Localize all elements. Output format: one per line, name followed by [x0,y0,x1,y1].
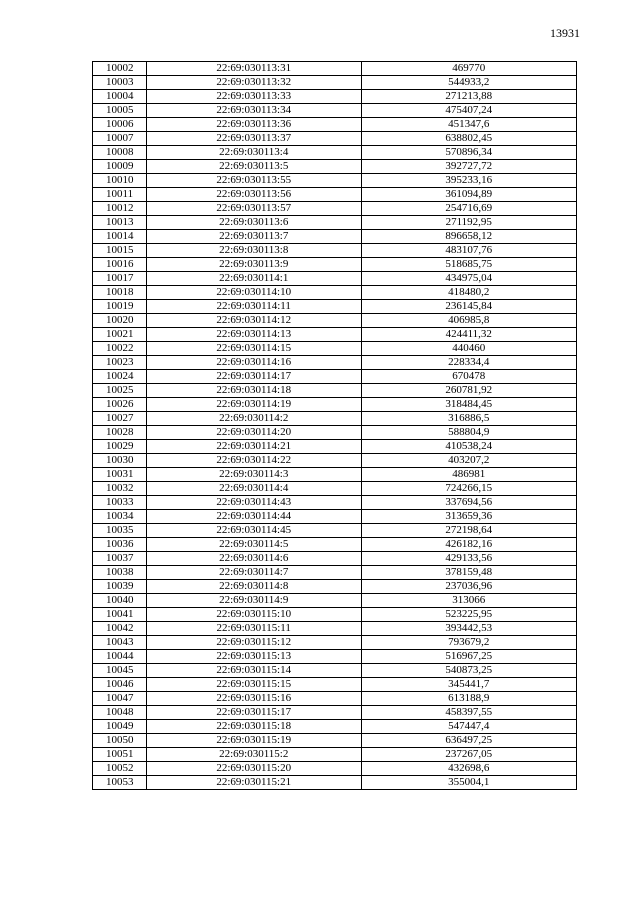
value-cell: 451347,6 [361,118,576,132]
table-row [93,202,577,216]
row-number-cell: 10043 [93,636,147,650]
table-row [93,286,577,300]
row-number-cell: 10014 [93,230,147,244]
value-cell: 724266,15 [361,482,576,496]
table-row [93,398,577,412]
value-cell: 395233,16 [361,174,576,188]
cadastral-number-cell: 22:69:030113:34 [146,104,361,118]
table-row [93,426,577,440]
row-number-cell: 10051 [93,748,147,762]
row-number-cell: 10040 [93,594,147,608]
row-number-cell: 10042 [93,622,147,636]
table-row [93,580,577,594]
row-number-cell: 10038 [93,566,147,580]
cadastral-number-cell: 22:69:030114:13 [146,328,361,342]
value-cell: 410538,24 [361,440,576,454]
row-number-cell: 10021 [93,328,147,342]
row-number-cell: 10050 [93,734,147,748]
row-number-cell: 10020 [93,314,147,328]
value-cell: 254716,69 [361,202,576,216]
table-row [93,90,577,104]
table-row [93,76,577,90]
row-number-cell: 10044 [93,650,147,664]
value-cell: 613188,9 [361,692,576,706]
value-cell: 638802,45 [361,132,576,146]
row-number-cell: 10030 [93,454,147,468]
table-row [93,370,577,384]
value-cell: 316886,5 [361,412,576,426]
cadastral-number-cell: 22:69:030115:12 [146,636,361,650]
table-row [93,748,577,762]
table-row [93,608,577,622]
table-row [93,566,577,580]
cadastral-number-cell: 22:69:030114:2 [146,412,361,426]
value-cell: 318484,45 [361,398,576,412]
table-row [93,342,577,356]
table-row [93,440,577,454]
value-cell: 429133,56 [361,552,576,566]
value-cell: 337694,56 [361,496,576,510]
row-number-cell: 10003 [93,76,147,90]
row-number-cell: 10033 [93,496,147,510]
cadastral-number-cell: 22:69:030113:37 [146,132,361,146]
cadastral-number-cell: 22:69:030114:17 [146,370,361,384]
value-cell: 440460 [361,342,576,356]
cadastral-number-cell: 22:69:030115:18 [146,720,361,734]
value-cell: 260781,92 [361,384,576,398]
table-row [93,496,577,510]
cadastral-number-cell: 22:69:030115:13 [146,650,361,664]
cadastral-number-cell: 22:69:030113:33 [146,90,361,104]
table-row [93,258,577,272]
cadastral-number-cell: 22:69:030114:7 [146,566,361,580]
cadastral-value-table [92,61,577,790]
cadastral-number-cell: 22:69:030114:21 [146,440,361,454]
row-number-cell: 10017 [93,272,147,286]
cadastral-number-cell: 22:69:030114:20 [146,426,361,440]
value-cell: 523225,95 [361,608,576,622]
table-row [93,482,577,496]
cadastral-number-cell: 22:69:030115:2 [146,748,361,762]
cadastral-number-cell: 22:69:030115:19 [146,734,361,748]
cadastral-number-cell: 22:69:030115:10 [146,608,361,622]
row-number-cell: 10019 [93,300,147,314]
row-number-cell: 10026 [93,398,147,412]
row-number-cell: 10028 [93,426,147,440]
table-row [93,272,577,286]
table-row [93,552,577,566]
value-cell: 516967,25 [361,650,576,664]
row-number-cell: 10006 [93,118,147,132]
cadastral-number-cell: 22:69:030114:12 [146,314,361,328]
table-row [93,244,577,258]
table-row [93,706,577,720]
value-cell: 406985,8 [361,314,576,328]
row-number-cell: 10016 [93,258,147,272]
table-row [93,468,577,482]
table-row [93,146,577,160]
value-cell: 458397,55 [361,706,576,720]
table-row [93,636,577,650]
value-cell: 588804,9 [361,426,576,440]
cadastral-number-cell: 22:69:030115:17 [146,706,361,720]
row-number-cell: 10011 [93,188,147,202]
table-row [93,692,577,706]
cadastral-number-cell: 22:69:030114:44 [146,510,361,524]
cadastral-number-cell: 22:69:030113:57 [146,202,361,216]
table-body [93,62,577,790]
value-cell: 236145,84 [361,300,576,314]
table-row [93,384,577,398]
row-number-cell: 10052 [93,762,147,776]
row-number-cell: 10035 [93,524,147,538]
cadastral-number-cell: 22:69:030114:4 [146,482,361,496]
row-number-cell: 10022 [93,342,147,356]
table-row [93,664,577,678]
cadastral-number-cell: 22:69:030113:9 [146,258,361,272]
value-cell: 271213,88 [361,90,576,104]
row-number-cell: 10009 [93,160,147,174]
row-number-cell: 10023 [93,356,147,370]
value-cell: 418480,2 [361,286,576,300]
row-number-cell: 10049 [93,720,147,734]
value-cell: 670478 [361,370,576,384]
table-row [93,160,577,174]
row-number-cell: 10053 [93,776,147,790]
cadastral-number-cell: 22:69:030114:16 [146,356,361,370]
cadastral-number-cell: 22:69:030115:21 [146,776,361,790]
table-row [93,454,577,468]
cadastral-number-cell: 22:69:030114:8 [146,580,361,594]
row-number-cell: 10005 [93,104,147,118]
value-cell: 355004,1 [361,776,576,790]
cadastral-number-cell: 22:69:030115:20 [146,762,361,776]
value-cell: 636497,25 [361,734,576,748]
table-row [93,510,577,524]
value-cell: 272198,64 [361,524,576,538]
row-number-cell: 10024 [93,370,147,384]
value-cell: 424411,32 [361,328,576,342]
cadastral-number-cell: 22:69:030114:18 [146,384,361,398]
value-cell: 271192,95 [361,216,576,230]
value-cell: 469770 [361,62,576,76]
value-cell: 896658,12 [361,230,576,244]
cadastral-number-cell: 22:69:030114:22 [146,454,361,468]
value-cell: 547447,4 [361,720,576,734]
row-number-cell: 10010 [93,174,147,188]
row-number-cell: 10029 [93,440,147,454]
table-row [93,328,577,342]
table-row [93,62,577,76]
cadastral-number-cell: 22:69:030114:43 [146,496,361,510]
row-number-cell: 10013 [93,216,147,230]
value-cell: 426182,16 [361,538,576,552]
value-cell: 486981 [361,468,576,482]
value-cell: 237036,96 [361,580,576,594]
table-row [93,104,577,118]
value-cell: 345441,7 [361,678,576,692]
cadastral-number-cell: 22:69:030113:6 [146,216,361,230]
table-row [93,216,577,230]
cadastral-number-cell: 22:69:030114:9 [146,594,361,608]
cadastral-number-cell: 22:69:030113:55 [146,174,361,188]
row-number-cell: 10031 [93,468,147,482]
table-row [93,356,577,370]
cadastral-number-cell: 22:69:030113:56 [146,188,361,202]
value-cell: 403207,2 [361,454,576,468]
value-cell: 483107,76 [361,244,576,258]
cadastral-number-cell: 22:69:030114:1 [146,272,361,286]
cadastral-number-cell: 22:69:030113:8 [146,244,361,258]
row-number-cell: 10045 [93,664,147,678]
table-row [93,776,577,790]
table-row [93,678,577,692]
row-number-cell: 10048 [93,706,147,720]
cadastral-number-cell: 22:69:030114:3 [146,468,361,482]
row-number-cell: 10041 [93,608,147,622]
row-number-cell: 10037 [93,552,147,566]
row-number-cell: 10027 [93,412,147,426]
row-number-cell: 10047 [93,692,147,706]
cadastral-number-cell: 22:69:030115:11 [146,622,361,636]
row-number-cell: 10046 [93,678,147,692]
cadastral-number-cell: 22:69:030114:11 [146,300,361,314]
row-number-cell: 10008 [93,146,147,160]
row-number-cell: 10015 [93,244,147,258]
table-row [93,300,577,314]
table-row [93,174,577,188]
table-row [93,230,577,244]
value-cell: 518685,75 [361,258,576,272]
cadastral-number-cell: 22:69:030115:14 [146,664,361,678]
value-cell: 432698,6 [361,762,576,776]
cadastral-number-cell: 22:69:030114:19 [146,398,361,412]
row-number-cell: 10039 [93,580,147,594]
value-cell: 361094,89 [361,188,576,202]
value-cell: 544933,2 [361,76,576,90]
cadastral-number-cell: 22:69:030113:7 [146,230,361,244]
cadastral-number-cell: 22:69:030114:5 [146,538,361,552]
table-row [93,132,577,146]
cadastral-number-cell: 22:69:030113:32 [146,76,361,90]
row-number-cell: 10025 [93,384,147,398]
page-number: 13931 [550,26,580,40]
cadastral-number-cell: 22:69:030113:5 [146,160,361,174]
row-number-cell: 10002 [93,62,147,76]
table-row [93,734,577,748]
row-number-cell: 10018 [93,286,147,300]
table-row [93,594,577,608]
table-row [93,524,577,538]
cadastral-number-cell: 22:69:030114:45 [146,524,361,538]
cadastral-number-cell: 22:69:030115:16 [146,692,361,706]
value-cell: 313066 [361,594,576,608]
value-cell: 475407,24 [361,104,576,118]
table-row [93,762,577,776]
table-row [93,720,577,734]
value-cell: 540873,25 [361,664,576,678]
row-number-cell: 10004 [93,90,147,104]
value-cell: 793679,2 [361,636,576,650]
value-cell: 313659,36 [361,510,576,524]
row-number-cell: 10032 [93,482,147,496]
table-row [93,538,577,552]
value-cell: 392727,72 [361,160,576,174]
cadastral-number-cell: 22:69:030115:15 [146,678,361,692]
table-row [93,650,577,664]
table-row [93,188,577,202]
value-cell: 570896,34 [361,146,576,160]
table-row [93,622,577,636]
cadastral-number-cell: 22:69:030114:15 [146,342,361,356]
cadastral-number-cell: 22:69:030113:31 [146,62,361,76]
cadastral-number-cell: 22:69:030113:4 [146,146,361,160]
cadastral-number-cell: 22:69:030114:6 [146,552,361,566]
cadastral-number-cell: 22:69:030114:10 [146,286,361,300]
table-row [93,314,577,328]
cadastral-number-cell: 22:69:030113:36 [146,118,361,132]
value-cell: 378159,48 [361,566,576,580]
value-cell: 228334,4 [361,356,576,370]
table-row [93,118,577,132]
value-cell: 434975,04 [361,272,576,286]
value-cell: 393442,53 [361,622,576,636]
row-number-cell: 10007 [93,132,147,146]
row-number-cell: 10012 [93,202,147,216]
row-number-cell: 10034 [93,510,147,524]
row-number-cell: 10036 [93,538,147,552]
value-cell: 237267,05 [361,748,576,762]
table-row [93,412,577,426]
